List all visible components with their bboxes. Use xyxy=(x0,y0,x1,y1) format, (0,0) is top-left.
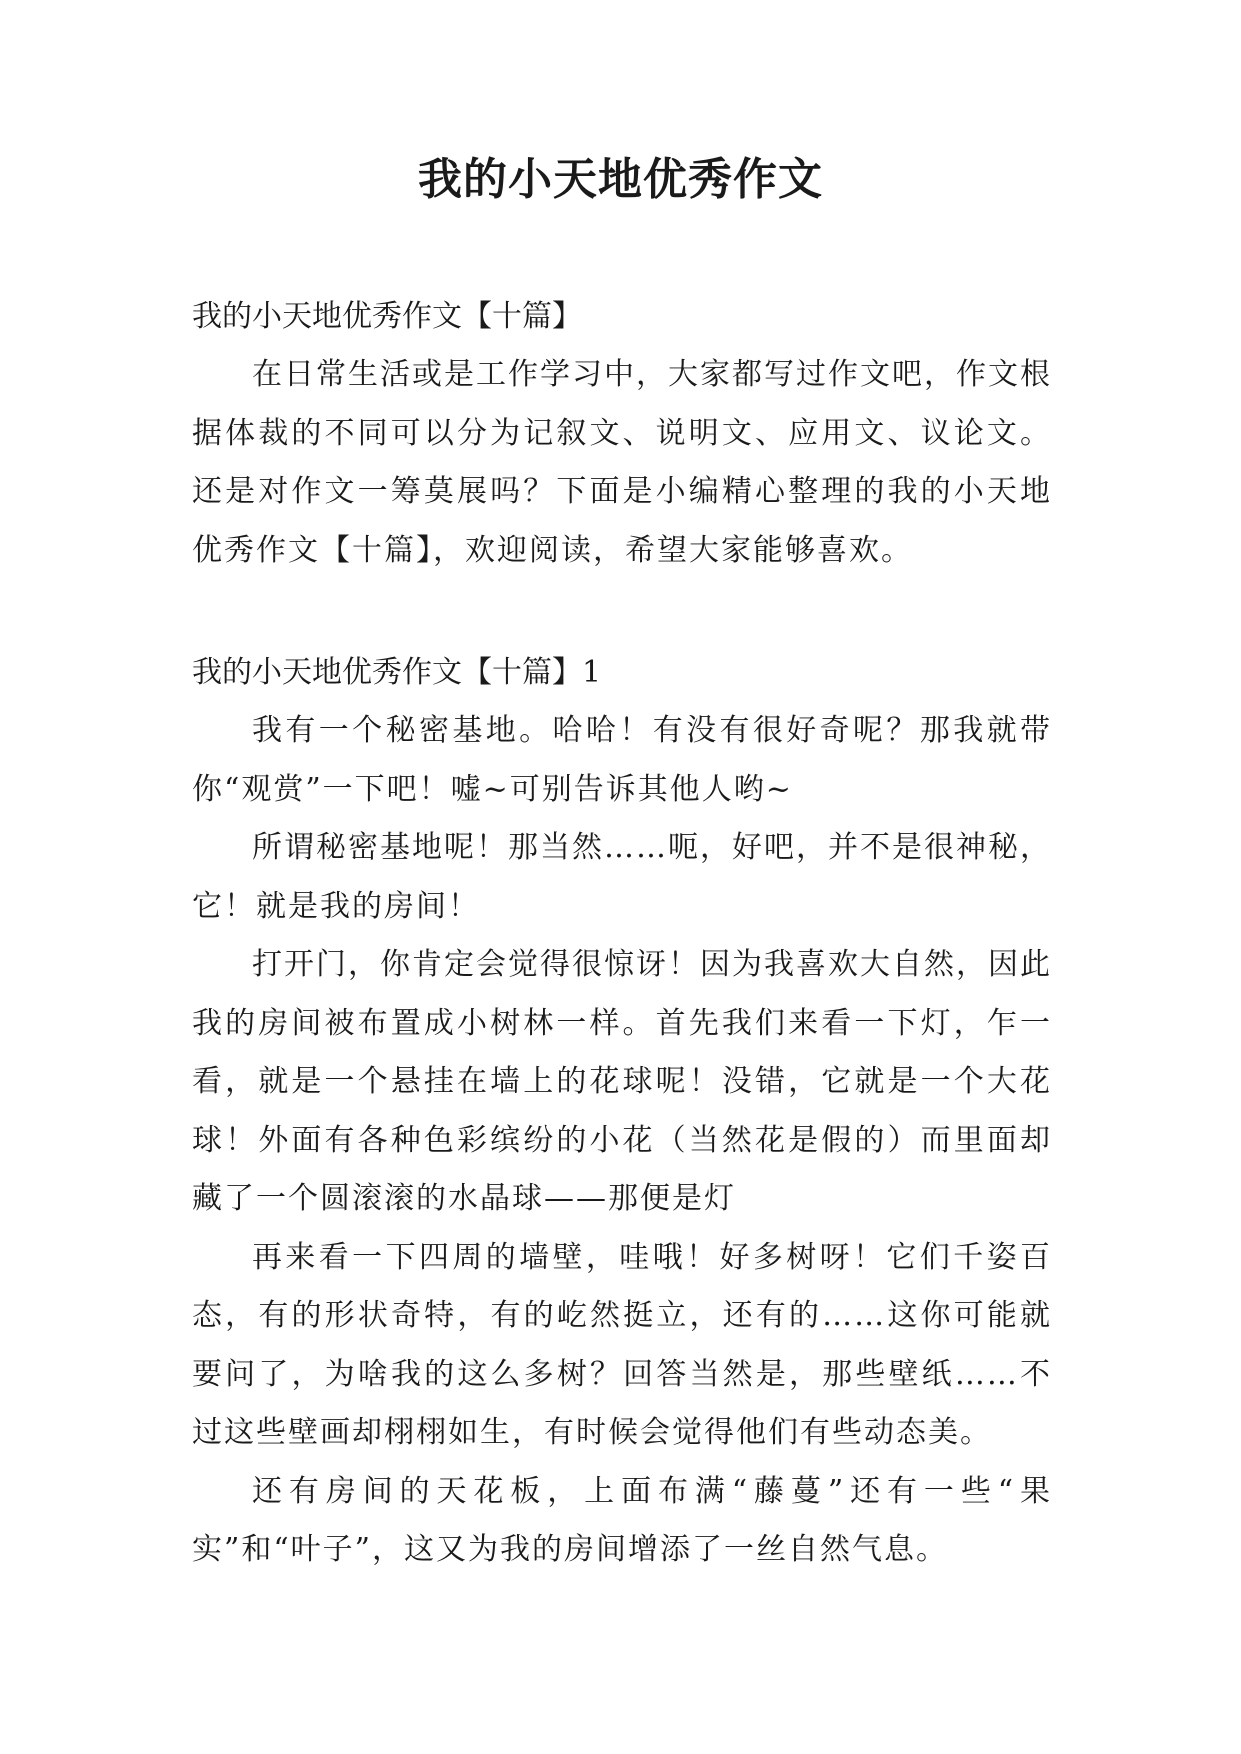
document-body xyxy=(192,288,1052,1580)
paragraph: 再来看一下四周的墙壁，哇哦！好多树呀！它们千姿百态，有的形状奇特，有的屹然挺立，还有的……这你可能就要问了，为啥我的这么多树？回答当然是，那些壁纸……不过这些壁画却栩栩如生，有时候会觉得他们有些动态美。 xyxy=(192,1239,1052,1450)
section-spacer xyxy=(192,580,1052,644)
intro-heading: 我的小天地优秀作文【十篇】 xyxy=(192,299,582,334)
section-heading: 我的小天地优秀作文【十篇】1 xyxy=(192,655,602,690)
paragraph: 所谓秘密基地呢！那当然……呃，好吧，并不是很神秘，它！就是我的房间！ xyxy=(192,830,1052,924)
paragraph: 我有一个秘密基地。哈哈！有没有很好奇呢？那我就带你“观赏”一下吧！嘘~可别告诉其他人哟~ xyxy=(192,713,1052,807)
paragraph: 打开门，你肯定会觉得很惊讶！因为我喜欢大自然，因此我的房间被布置成小树林一样。首先我们来看一下灯，乍一看，就是一个悬挂在墙上的花球呢！没错，它就是一个大花球！外面有各种色彩缤纷的小花（当然花是假的）而里面却藏了一个圆滚滚的水晶球——那便是灯 xyxy=(192,947,1052,1216)
intro-paragraph: 在日常生活或是工作学习中，大家都写过作文吧，作文根据体裁的不同可以分为记叙文、说明文、应用文、议论文。还是对作文一筹莫展吗？下面是小编精心整理的我的小天地优秀作文【十篇】，欢迎阅读，希望大家能够喜欢。 xyxy=(192,357,1052,568)
paragraph: 还有房间的天花板，上面布满“藤蔓”还有一些“果实”和“叶子”，这又为我的房间增添了一丝自然气息。 xyxy=(192,1473,1052,1567)
document-title: 我的小天地优秀作文 xyxy=(418,154,823,205)
